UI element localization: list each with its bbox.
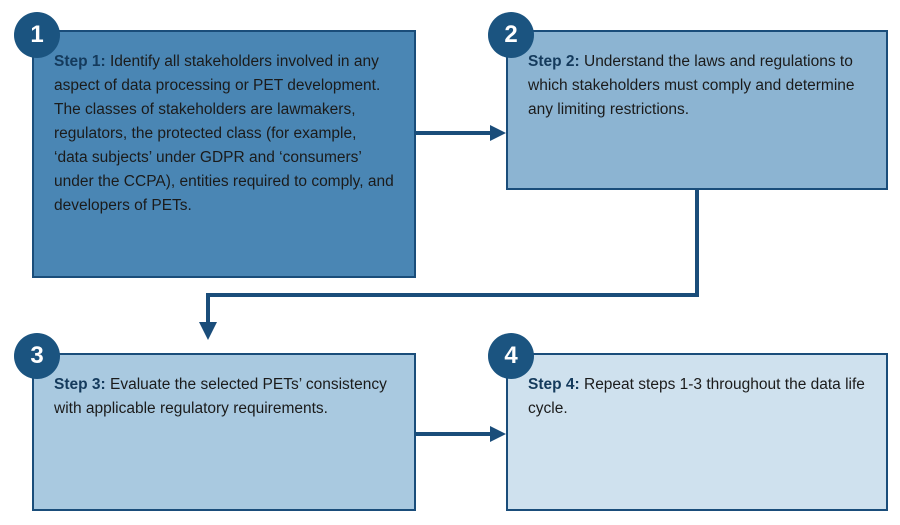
step-text-2 [528, 50, 866, 122]
step-badge-4 [488, 333, 534, 379]
step-body-1: Identify all stakeholders involved in any aspect of data processing or PET development. The classes of stakeholders are lawmakers, regulators, the protected class (for example, ‘data subjects’ under GDPR and ‘consumers’ under the CCPA), entities required to comply, and developers of PETs. [54, 53, 394, 215]
step-body-3: Evaluate the selected PETs’ consistency with applicable regulatory requirements. [54, 376, 387, 418]
step-badge-number: 2 [504, 21, 518, 48]
step-label-2: Step 2: [528, 53, 580, 70]
step-label-3: Step 3: [54, 376, 106, 393]
step-badge-2 [488, 12, 534, 58]
step-body-4: Repeat steps 1-3 throughout the data life cycle. [528, 376, 865, 418]
step-box-1 [32, 30, 416, 278]
step-label-4: Step 4: [528, 376, 580, 393]
step-text-1 [54, 50, 394, 218]
step-badge-number: 3 [30, 342, 44, 369]
step-box-2 [506, 30, 888, 190]
step-badge-number: 4 [504, 342, 518, 369]
step-box-3 [32, 353, 416, 511]
step-badge-3 [14, 333, 60, 379]
step-label-1: Step 1: [54, 53, 106, 70]
step-box-4 [506, 353, 888, 511]
step-body-2: Understand the laws and regulations to which stakeholders must comply and determine any limiting restrictions. [528, 53, 855, 119]
step-text-3 [54, 373, 394, 421]
step-text-4 [528, 373, 866, 421]
step-badge-1 [14, 12, 60, 58]
step-badge-number: 1 [30, 21, 44, 48]
